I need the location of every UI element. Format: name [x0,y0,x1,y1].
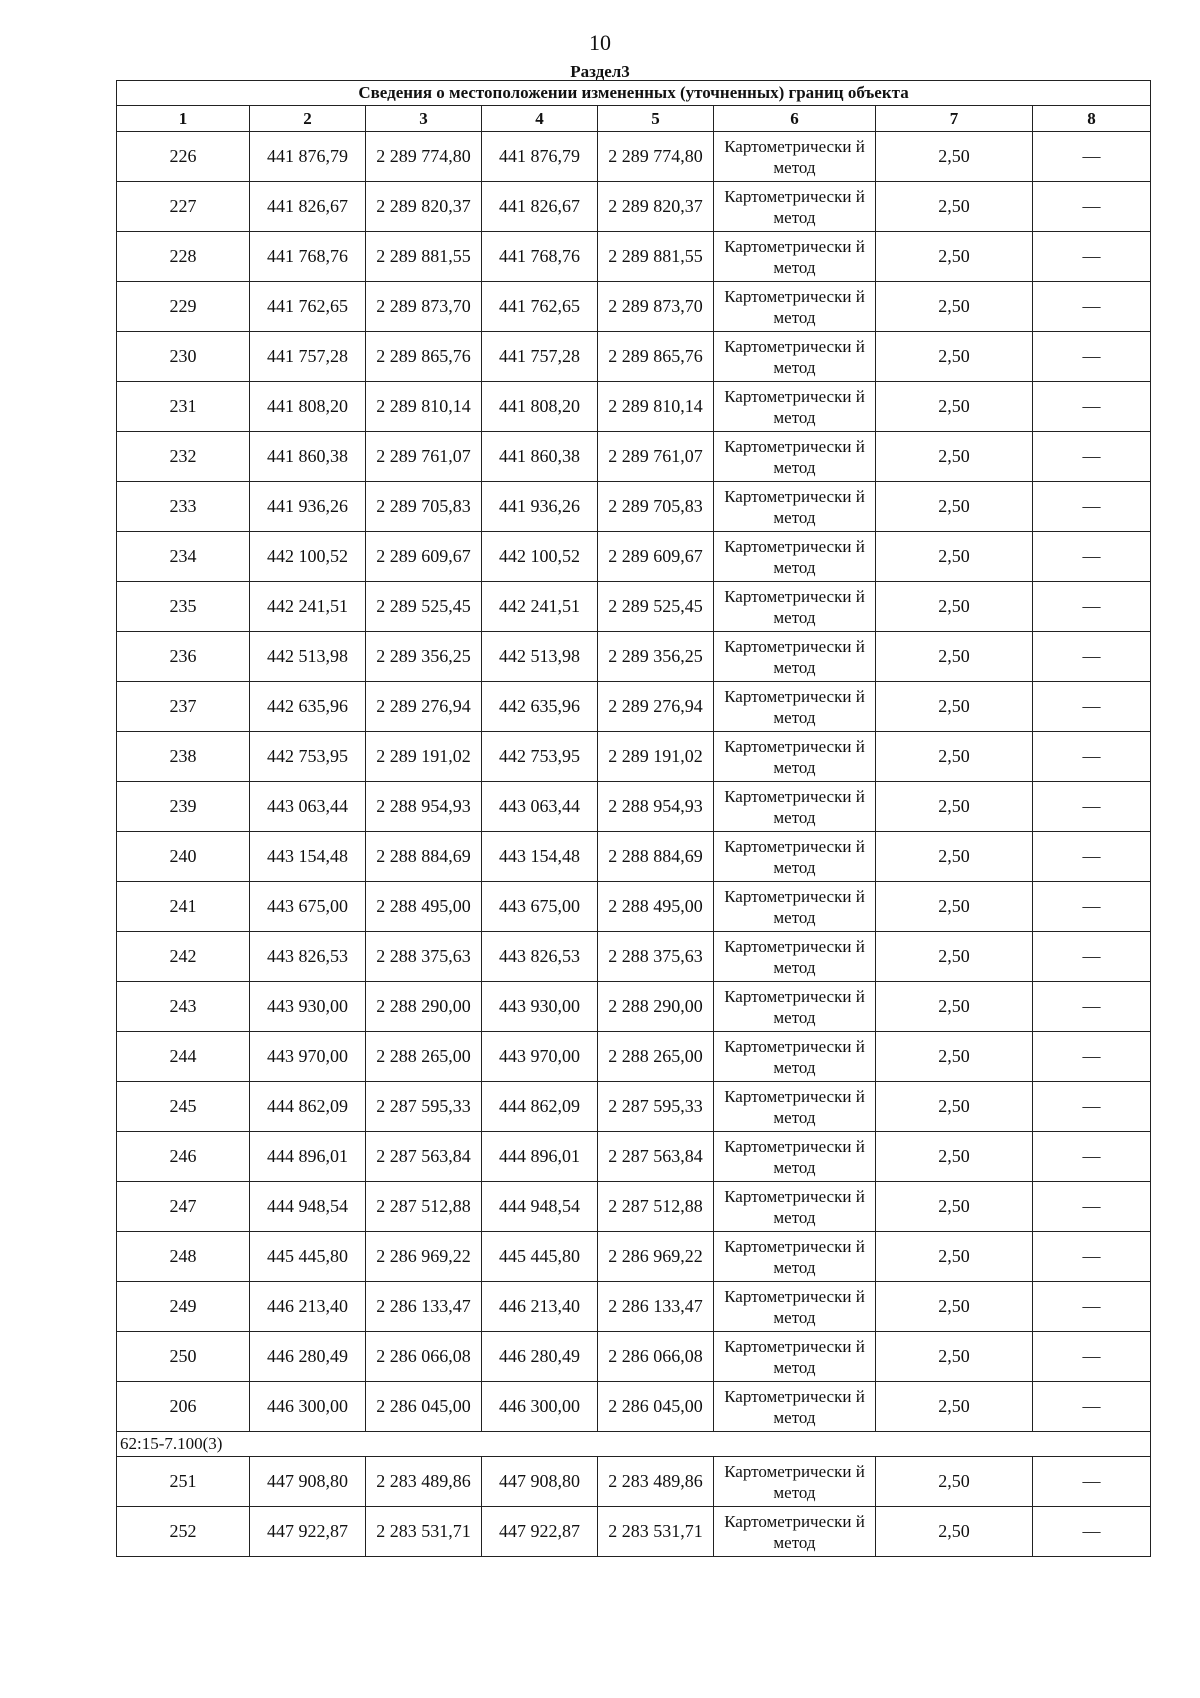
cell-method: Картометрически й метод [714,982,876,1032]
cell-old-y: 2 286 045,00 [366,1382,482,1432]
cell-old-x: 447 922,87 [250,1507,366,1557]
cell-new-x: 441 876,79 [482,132,598,182]
table-row [117,782,1151,832]
cell-point-number: 246 [117,1132,250,1182]
table-row [117,632,1151,682]
column-header: 8 [1033,106,1151,132]
cell-old-y: 2 286 066,08 [366,1332,482,1382]
cell-old-y: 2 289 525,45 [366,582,482,632]
cell-new-x: 443 063,44 [482,782,598,832]
cell-new-x: 441 826,67 [482,182,598,232]
cell-new-x: 444 896,01 [482,1132,598,1182]
cell-description: — [1033,582,1151,632]
cell-point-number: 228 [117,232,250,282]
cell-new-x: 444 948,54 [482,1182,598,1232]
cell-accuracy: 2,50 [876,632,1033,682]
cell-new-y: 2 289 865,76 [598,332,714,382]
cell-old-y: 2 286 133,47 [366,1282,482,1332]
cell-new-x: 442 513,98 [482,632,598,682]
cell-old-x: 442 100,52 [250,532,366,582]
cell-new-x: 443 154,48 [482,832,598,882]
table-row [117,982,1151,1032]
cell-old-y: 2 289 356,25 [366,632,482,682]
cell-old-x: 443 154,48 [250,832,366,882]
cell-new-y: 2 288 265,00 [598,1032,714,1082]
cell-description: — [1033,132,1151,182]
column-header: 6 [714,106,876,132]
cell-old-y: 2 288 954,93 [366,782,482,832]
cell-accuracy: 2,50 [876,782,1033,832]
cell-old-y: 2 286 969,22 [366,1232,482,1282]
cell-new-x: 447 922,87 [482,1507,598,1557]
cell-description: — [1033,432,1151,482]
cell-accuracy: 2,50 [876,1082,1033,1132]
section-title: Раздел3 [570,62,630,81]
cell-description: — [1033,832,1151,882]
cell-point-number: 245 [117,1082,250,1132]
cell-method: Картометрически й метод [714,732,876,782]
cell-old-y: 2 289 705,83 [366,482,482,532]
column-header-row [117,106,1151,132]
cell-old-x: 442 753,95 [250,732,366,782]
cell-point-number: 242 [117,932,250,982]
table-row [117,182,1151,232]
cell-old-y: 2 288 884,69 [366,832,482,882]
cell-old-x: 447 908,80 [250,1457,366,1507]
cell-new-x: 445 445,80 [482,1232,598,1282]
cell-new-y: 2 288 954,93 [598,782,714,832]
cell-description: — [1033,1182,1151,1232]
cell-old-y: 2 288 375,63 [366,932,482,982]
cell-point-number: 244 [117,1032,250,1082]
cell-old-x: 444 896,01 [250,1132,366,1182]
cell-method: Картометрически й метод [714,832,876,882]
cell-new-x: 441 936,26 [482,482,598,532]
cell-point-number: 206 [117,1382,250,1432]
cell-old-x: 443 063,44 [250,782,366,832]
cell-description: — [1033,782,1151,832]
cell-point-number: 233 [117,482,250,532]
table-row [117,482,1151,532]
cell-new-y: 2 286 133,47 [598,1282,714,1332]
cell-description: — [1033,1232,1151,1282]
cell-new-y: 2 289 609,67 [598,532,714,582]
cell-method: Картометрически й метод [714,682,876,732]
cell-old-y: 2 283 531,71 [366,1507,482,1557]
cell-accuracy: 2,50 [876,732,1033,782]
cell-accuracy: 2,50 [876,332,1033,382]
cell-new-y: 2 289 525,45 [598,582,714,632]
cell-method: Картометрически й метод [714,482,876,532]
cell-new-y: 2 289 761,07 [598,432,714,482]
table-row [117,432,1151,482]
cell-description: — [1033,332,1151,382]
cell-old-y: 2 289 873,70 [366,282,482,332]
cell-method: Картометрически й метод [714,1082,876,1132]
cell-description: — [1033,532,1151,582]
cell-description: — [1033,632,1151,682]
table-row [117,832,1151,882]
cell-accuracy: 2,50 [876,282,1033,332]
cell-description: — [1033,982,1151,1032]
cell-new-x: 441 808,20 [482,382,598,432]
cell-description: — [1033,1507,1151,1557]
cell-old-x: 441 860,38 [250,432,366,482]
cell-old-x: 441 826,67 [250,182,366,232]
cell-method: Картометрически й метод [714,1182,876,1232]
cell-new-y: 2 283 489,86 [598,1457,714,1507]
cell-method: Картометрически й метод [714,782,876,832]
table-row [117,1282,1151,1332]
table-row [117,1382,1151,1432]
cell-old-y: 2 288 495,00 [366,882,482,932]
cell-method: Картометрически й метод [714,382,876,432]
table-caption: Сведения о местоположении измененных (уточненных) границ объекта [117,81,1151,106]
cell-old-y: 2 289 191,02 [366,732,482,782]
cell-new-y: 2 286 066,08 [598,1332,714,1382]
cell-new-y: 2 287 595,33 [598,1082,714,1132]
cell-description: — [1033,282,1151,332]
cell-new-x: 446 300,00 [482,1382,598,1432]
coordinates-table [116,80,1151,1557]
cell-method: Картометрически й метод [714,1232,876,1282]
cell-new-y: 2 289 873,70 [598,282,714,332]
cell-description: — [1033,1032,1151,1082]
cell-point-number: 240 [117,832,250,882]
cell-method: Картометрически й метод [714,582,876,632]
cell-description: — [1033,882,1151,932]
cell-old-y: 2 287 512,88 [366,1182,482,1232]
cell-point-number: 239 [117,782,250,832]
cell-method: Картометрически й метод [714,1332,876,1382]
cell-new-y: 2 287 512,88 [598,1182,714,1232]
cell-method: Картометрически й метод [714,882,876,932]
table-row [117,1082,1151,1132]
cell-point-number: 238 [117,732,250,782]
cell-new-x: 441 768,76 [482,232,598,282]
cell-old-y: 2 289 865,76 [366,332,482,382]
table-row [117,932,1151,982]
cell-new-x: 442 753,95 [482,732,598,782]
cell-old-x: 441 808,20 [250,382,366,432]
cell-old-y: 2 289 810,14 [366,382,482,432]
cell-old-y: 2 287 563,84 [366,1132,482,1182]
cell-accuracy: 2,50 [876,382,1033,432]
table-row [117,682,1151,732]
table-row [117,1332,1151,1382]
page-number: 10 [589,30,611,55]
cell-accuracy: 2,50 [876,1032,1033,1082]
cell-method: Картометрически й метод [714,432,876,482]
cell-point-number: 241 [117,882,250,932]
cell-old-y: 2 289 820,37 [366,182,482,232]
cell-new-x: 443 675,00 [482,882,598,932]
cell-new-y: 2 289 356,25 [598,632,714,682]
cell-description: — [1033,682,1151,732]
cell-new-y: 2 289 774,80 [598,132,714,182]
cell-point-number: 243 [117,982,250,1032]
table-caption-row [117,81,1151,106]
cell-accuracy: 2,50 [876,182,1033,232]
cell-new-x: 446 280,49 [482,1332,598,1382]
cell-accuracy: 2,50 [876,432,1033,482]
cell-new-y: 2 286 045,00 [598,1382,714,1432]
cell-point-number: 252 [117,1507,250,1557]
cell-description: — [1033,482,1151,532]
cell-old-x: 442 241,51 [250,582,366,632]
table-row [117,1182,1151,1232]
cell-new-y: 2 286 969,22 [598,1232,714,1282]
cell-new-y: 2 288 495,00 [598,882,714,932]
cell-old-y: 2 287 595,33 [366,1082,482,1132]
cell-point-number: 248 [117,1232,250,1282]
cell-old-x: 442 635,96 [250,682,366,732]
group-label: 62:15-7.100(3) [117,1432,1151,1457]
table-row [117,1457,1151,1507]
table-body [117,81,1151,1557]
cell-method: Картометрически й метод [714,1382,876,1432]
table-row [117,1032,1151,1082]
cell-new-x: 446 213,40 [482,1282,598,1332]
cell-accuracy: 2,50 [876,582,1033,632]
cell-accuracy: 2,50 [876,1457,1033,1507]
cell-new-y: 2 289 820,37 [598,182,714,232]
cell-description: — [1033,1332,1151,1382]
cell-old-x: 444 948,54 [250,1182,366,1232]
cell-accuracy: 2,50 [876,232,1033,282]
cell-accuracy: 2,50 [876,1332,1033,1382]
cell-new-x: 441 860,38 [482,432,598,482]
cell-point-number: 234 [117,532,250,582]
table-row [117,232,1151,282]
cell-point-number: 247 [117,1182,250,1232]
cell-old-x: 443 970,00 [250,1032,366,1082]
cell-new-y: 2 287 563,84 [598,1132,714,1182]
cell-method: Картометрически й метод [714,1132,876,1182]
cell-method: Картометрически й метод [714,282,876,332]
cell-old-x: 446 213,40 [250,1282,366,1332]
table-row [117,882,1151,932]
cell-new-x: 442 241,51 [482,582,598,632]
group-row [117,1432,1151,1457]
cell-description: — [1033,182,1151,232]
cell-method: Картометрически й метод [714,1032,876,1082]
cell-old-x: 446 300,00 [250,1382,366,1432]
cell-accuracy: 2,50 [876,482,1033,532]
cell-description: — [1033,732,1151,782]
column-header: 4 [482,106,598,132]
cell-method: Картометрически й метод [714,632,876,682]
cell-old-x: 445 445,80 [250,1232,366,1282]
cell-accuracy: 2,50 [876,932,1033,982]
cell-method: Картометрически й метод [714,1282,876,1332]
table-row [117,1132,1151,1182]
cell-method: Картометрически й метод [714,232,876,282]
cell-old-x: 441 757,28 [250,332,366,382]
cell-accuracy: 2,50 [876,1382,1033,1432]
cell-old-x: 441 876,79 [250,132,366,182]
table-row [117,732,1151,782]
cell-point-number: 229 [117,282,250,332]
column-header: 1 [117,106,250,132]
cell-new-y: 2 289 191,02 [598,732,714,782]
cell-new-x: 444 862,09 [482,1082,598,1132]
cell-new-y: 2 289 881,55 [598,232,714,282]
column-header: 2 [250,106,366,132]
cell-new-y: 2 283 531,71 [598,1507,714,1557]
cell-new-x: 447 908,80 [482,1457,598,1507]
cell-new-y: 2 289 705,83 [598,482,714,532]
cell-old-x: 441 762,65 [250,282,366,332]
cell-old-x: 441 936,26 [250,482,366,532]
cell-point-number: 227 [117,182,250,232]
cell-new-x: 441 762,65 [482,282,598,332]
cell-old-x: 441 768,76 [250,232,366,282]
cell-point-number: 237 [117,682,250,732]
cell-old-x: 443 826,53 [250,932,366,982]
cell-old-y: 2 288 265,00 [366,1032,482,1082]
cell-point-number: 251 [117,1457,250,1507]
cell-point-number: 250 [117,1332,250,1382]
cell-point-number: 231 [117,382,250,432]
cell-point-number: 235 [117,582,250,632]
cell-method: Картометрически й метод [714,932,876,982]
table-row [117,132,1151,182]
cell-description: — [1033,1457,1151,1507]
cell-accuracy: 2,50 [876,882,1033,932]
cell-description: — [1033,1082,1151,1132]
cell-old-y: 2 289 881,55 [366,232,482,282]
cell-accuracy: 2,50 [876,1232,1033,1282]
cell-new-y: 2 288 290,00 [598,982,714,1032]
cell-method: Картометрически й метод [714,132,876,182]
cell-accuracy: 2,50 [876,1132,1033,1182]
cell-old-y: 2 289 761,07 [366,432,482,482]
column-header: 7 [876,106,1033,132]
cell-method: Картометрически й метод [714,1507,876,1557]
cell-accuracy: 2,50 [876,1282,1033,1332]
cell-description: — [1033,232,1151,282]
cell-old-y: 2 289 609,67 [366,532,482,582]
cell-new-y: 2 288 884,69 [598,832,714,882]
cell-old-x: 443 675,00 [250,882,366,932]
cell-old-x: 442 513,98 [250,632,366,682]
cell-new-x: 443 930,00 [482,982,598,1032]
column-header: 3 [366,106,482,132]
cell-old-y: 2 289 276,94 [366,682,482,732]
cell-old-x: 444 862,09 [250,1082,366,1132]
cell-accuracy: 2,50 [876,832,1033,882]
cell-point-number: 249 [117,1282,250,1332]
cell-new-x: 442 635,96 [482,682,598,732]
cell-description: — [1033,1282,1151,1332]
cell-method: Картометрически й метод [714,532,876,582]
table-row [117,582,1151,632]
cell-description: — [1033,382,1151,432]
cell-description: — [1033,932,1151,982]
cell-point-number: 226 [117,132,250,182]
cell-old-y: 2 289 774,80 [366,132,482,182]
cell-description: — [1033,1382,1151,1432]
table-row [117,332,1151,382]
cell-accuracy: 2,50 [876,1182,1033,1232]
cell-accuracy: 2,50 [876,982,1033,1032]
cell-new-y: 2 289 276,94 [598,682,714,732]
cell-description: — [1033,1132,1151,1182]
cell-method: Картометрически й метод [714,182,876,232]
cell-method: Картометрически й метод [714,1457,876,1507]
table-row [117,1232,1151,1282]
cell-accuracy: 2,50 [876,132,1033,182]
cell-new-x: 443 826,53 [482,932,598,982]
cell-accuracy: 2,50 [876,532,1033,582]
cell-old-y: 2 288 290,00 [366,982,482,1032]
cell-old-y: 2 283 489,86 [366,1457,482,1507]
cell-method: Картометрически й метод [714,332,876,382]
cell-old-x: 443 930,00 [250,982,366,1032]
cell-new-y: 2 289 810,14 [598,382,714,432]
cell-accuracy: 2,50 [876,682,1033,732]
cell-accuracy: 2,50 [876,1507,1033,1557]
cell-new-x: 443 970,00 [482,1032,598,1082]
table-row [117,1507,1151,1557]
cell-point-number: 236 [117,632,250,682]
table-row [117,382,1151,432]
cell-point-number: 232 [117,432,250,482]
cell-new-x: 442 100,52 [482,532,598,582]
table-row [117,282,1151,332]
cell-old-x: 446 280,49 [250,1332,366,1382]
cell-new-x: 441 757,28 [482,332,598,382]
table-row [117,532,1151,582]
cell-point-number: 230 [117,332,250,382]
column-header: 5 [598,106,714,132]
cell-new-y: 2 288 375,63 [598,932,714,982]
